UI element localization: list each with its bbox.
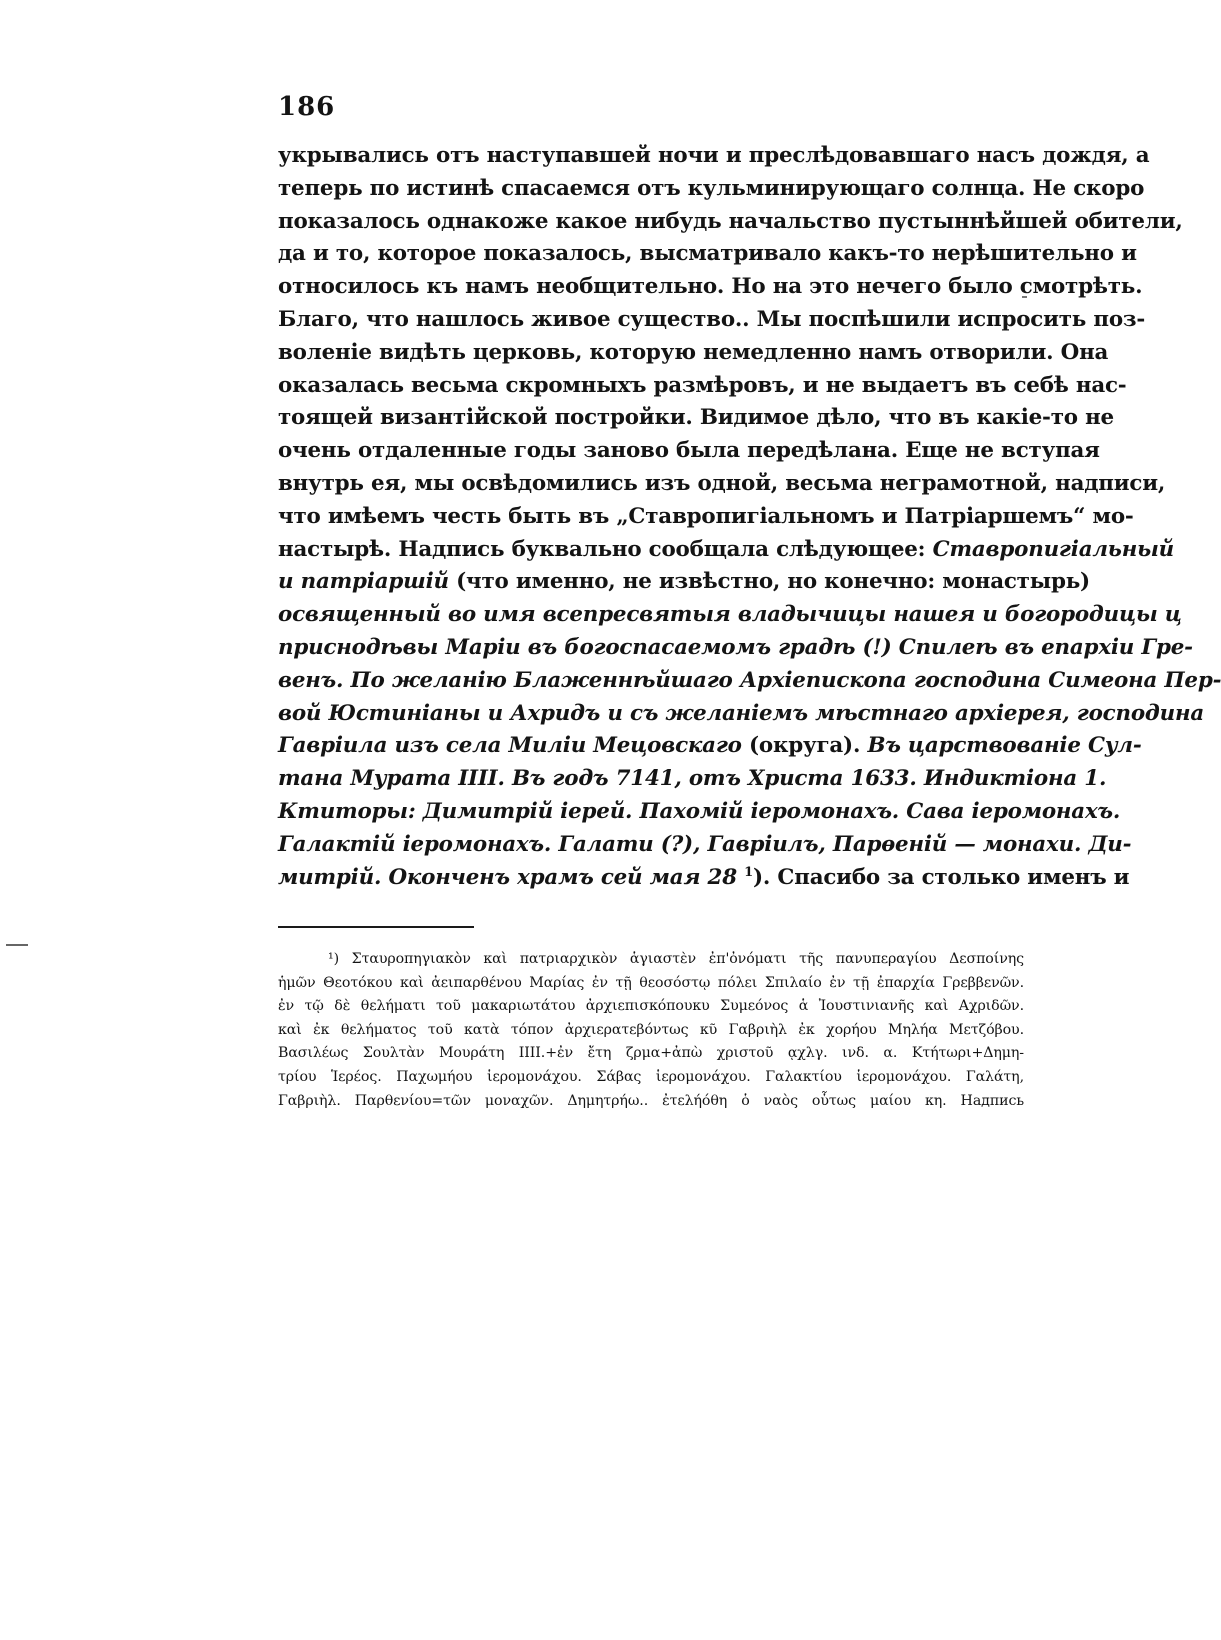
text-run: ). Спасибо за столько именъ и bbox=[753, 864, 1130, 890]
footnote-marker: ¹) bbox=[328, 951, 340, 967]
italic-line: венъ. По желанію Блаженнѣйшаго Архіепископа господина Симеона Пер- bbox=[278, 667, 1221, 693]
scan-mark bbox=[1022, 296, 1027, 298]
footnote-line: ἐν τῷ δὲ θελήματι τοῦ μακαριωτάτου ἀρχιεπισκόπουκυ Συμεόνος ἁ Ἰουστινιανῆς καὶ Αχριδῶν. bbox=[278, 998, 1024, 1015]
italic-run: митрій. Оконченъ храмъ сей мая 28 bbox=[278, 864, 737, 890]
footnote-reference[interactable]: 1 bbox=[744, 864, 753, 880]
text-line bbox=[278, 730, 1142, 763]
page-number: 186 bbox=[278, 92, 336, 122]
italic-run: Ставропигіальный bbox=[932, 536, 1175, 562]
text-line: относилось къ намъ необщительно. Но на это нечего было смотрѣть. bbox=[278, 274, 1143, 300]
footnote-line: καὶ ἐκ θελήματος τοῦ κατὰ τόπον ἀρχιερατεβόντως κῦ Γαβριὴλ ἐκ χορήου Μηλήα Μετζόβου. bbox=[278, 1021, 1024, 1038]
text-line: оказалась весьма скромныхъ размѣровъ, и не выдаетъ въ себѣ нас- bbox=[278, 372, 1127, 398]
text-line: да и то, которое показалось, высматривало какъ-то нерѣшительно и bbox=[278, 241, 1137, 267]
footnote-divider bbox=[278, 926, 474, 928]
footnote-line: Βασιλέως Σουλτὰν Μουράτη IIII.+ἐν ἔτη ζρμα+ἀπὼ χριστοῦ ᾳχλγ. ινδ. α. Κτήτωρι+Δημη- bbox=[278, 1045, 1024, 1062]
text-line: тоящей византійской постройки. Видимое дѣло, что въ какіе-то не bbox=[278, 405, 1114, 431]
text-line bbox=[278, 534, 1175, 567]
italic-line: Галактій іеромонахъ. Галати (?), Гавріилъ, Парѳеній — монахи. Ди- bbox=[278, 831, 1132, 857]
text-line: Благо, что нашлось живое существо.. Мы поспѣшили испросить поз- bbox=[278, 306, 1146, 332]
text-line: укрывались отъ наступавшей ночи и преслѣдовавшаго насъ дождя, а bbox=[278, 143, 1150, 168]
text-run: настырѣ. Надпись буквально сообщала слѣдующее: bbox=[278, 536, 933, 562]
footnote-line: τρίου Ἱερέος. Παχωμήου ἱερομονάχου. Σάβας ἱερομονάχου. Γαλακτίου ἱερομονάχου. Γαλάτη, bbox=[278, 1068, 1024, 1085]
footnote-text: Σταυροπηγιακὸν καὶ πατριαρχικὸν ἁγιαστὲν ἐπ'ὀνόματι τῆς πανυπεραγίου Δεσποίνης bbox=[351, 951, 1024, 967]
footnote bbox=[278, 948, 1024, 1113]
text-line: воленіе видѣть церковь, которую немедленно намъ отворили. Она bbox=[278, 339, 1109, 365]
italic-line: вой Юстиніаны и Ахридъ и съ желаніемъ мѣстнаго архіерея, господина bbox=[278, 700, 1205, 726]
text-line: показалось однакоже какое нибудь начальство пустыннѣйшей обители, bbox=[278, 208, 1183, 234]
text-line: теперь по истинѣ спасаемся отъ кульминирующаго солнца. Не скоро bbox=[278, 175, 1145, 201]
italic-line: приснодѣвы Маріи въ богоспасаемомъ градѣ (!) Спилеѣ въ епархіи Гре- bbox=[278, 634, 1193, 660]
italic-run: Въ царствованіе Сул- bbox=[867, 733, 1142, 759]
italic-line: Ктиторы: Димитрій іерей. Пахомій іеромонахъ. Сава іеромонахъ. bbox=[278, 798, 1121, 824]
text-run: (округа). bbox=[741, 733, 868, 759]
text-line: внутрь ея, мы освѣдомились изъ одной, весьма неграмотной, надписи, bbox=[278, 470, 1166, 496]
main-text bbox=[278, 140, 1221, 894]
italic-run: Гавріила изъ села Миліи Мецовскаго bbox=[278, 733, 742, 759]
footnote-line bbox=[278, 948, 1024, 972]
text-line bbox=[278, 566, 1090, 599]
italic-line: тана Мурата IIII. Въ годъ 7141, отъ Христа 1633. Индиктіона 1. bbox=[278, 766, 1107, 792]
scan-mark bbox=[6, 944, 28, 946]
text-line: что имѣемъ честь быть въ „Ставропигіальномъ и Патріаршемъ“ мо- bbox=[278, 503, 1134, 529]
italic-run: и патріаршій bbox=[278, 569, 449, 595]
text-line bbox=[278, 862, 1130, 895]
text-line: очень отдаленные годы заново была передѣлана. Еще не вступая bbox=[278, 438, 1100, 464]
text-run: (что именно, не извѣстно, но конечно: монастырь) bbox=[448, 569, 1090, 595]
footnote-line: ἡμῶν Θεοτόκου καὶ ἀειπαρθένου Μαρίας ἐν τῇ θεοσόστῳ πόλει Σπιλαίο ἐν τῇ ἐπαρχία Γρεββενῶν. bbox=[278, 974, 1024, 991]
footnote-line: Γαβριὴλ. Παρθενίου=τῶν μοναχῶν. Δημητρήω.. ἐτελήόθη ὁ ναὸς οὗτως μαίου κη. Надпись bbox=[278, 1092, 1024, 1109]
italic-line: освященный во имя всепресвятыя владычицы нашея и богородицы ц bbox=[278, 602, 1182, 628]
